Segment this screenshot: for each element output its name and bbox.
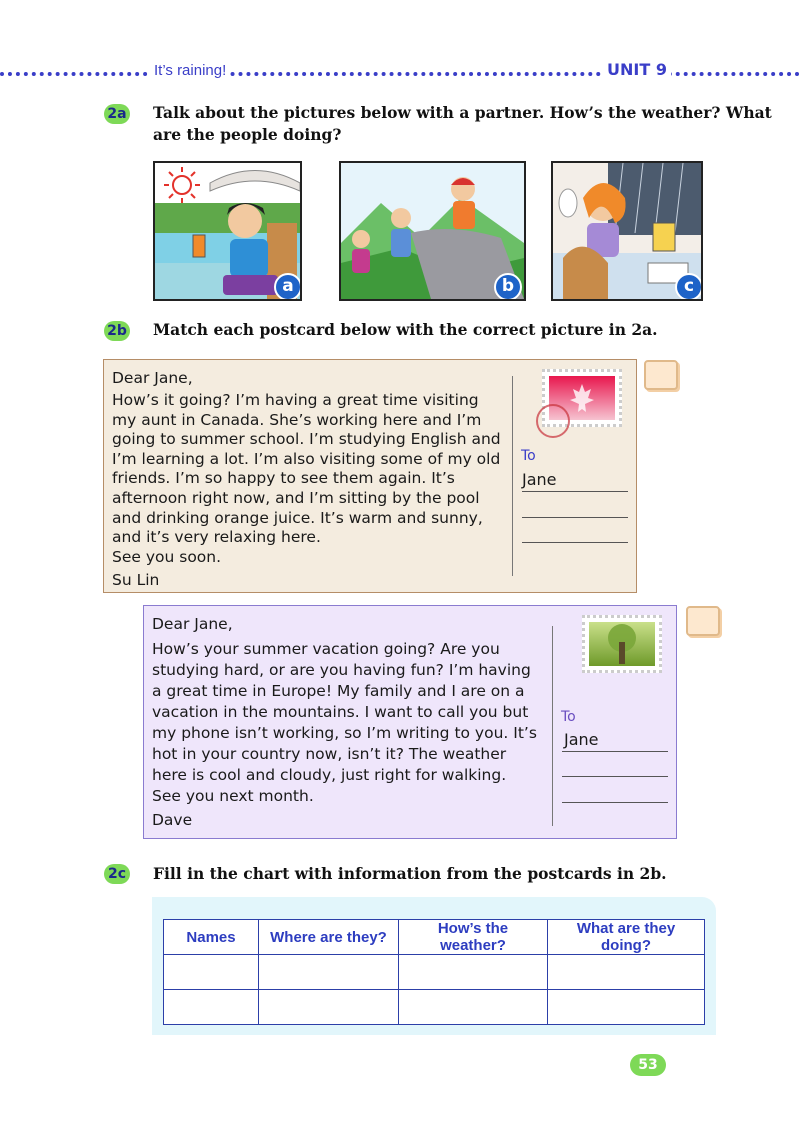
postcard-2-body — [152, 639, 552, 807]
postcard-line: vacation in the mountains. I want to call you but — [152, 703, 529, 721]
postcard-line: going to summer school. I’m studying English and — [112, 430, 501, 449]
address-line — [562, 776, 668, 777]
postcard-1-recipient: Jane — [522, 470, 557, 489]
postcard-line: my phone isn’t working, so I’m writing to you. It’s — [152, 724, 537, 742]
postcard-line: See you next month. — [152, 787, 314, 805]
postcard-1-answer-box[interactable] — [644, 360, 678, 390]
postcard-1-greeting: Dear Jane, — [112, 369, 193, 387]
picture-label-c: c — [675, 273, 703, 301]
table-cell[interactable] — [259, 955, 399, 990]
address-line — [522, 542, 628, 543]
column-header-doing: What are they doing? — [548, 920, 705, 955]
postcard-line: friends. I’m so happy to see them again. It’s — [112, 469, 455, 488]
info-chart-table — [163, 919, 705, 1025]
table-cell[interactable] — [259, 990, 399, 1025]
table-cell[interactable] — [164, 955, 259, 990]
unit-label: UNIT 9 — [603, 60, 671, 79]
postcard-2-divider — [552, 626, 553, 826]
postcard-1-divider — [512, 376, 513, 576]
postcard-line: my aunt in Canada. She’s working here and I’m — [112, 410, 482, 429]
postcard-line: studying hard, or are you having fun? I’m having — [152, 661, 531, 679]
postcard-2-greeting: Dear Jane, — [152, 615, 233, 633]
postcard-line: I’m learning a lot. I’m also visiting some of my old — [112, 449, 501, 468]
section-badge-2b: 2b — [104, 321, 130, 341]
table-cell[interactable] — [399, 955, 548, 990]
lesson-title: It’s raining! — [150, 62, 230, 79]
postcard-line: here is cool and cloudy, just right for walking. — [152, 766, 507, 784]
page-number: 53 — [630, 1054, 666, 1076]
address-line — [562, 751, 668, 752]
postcard-line: How’s your summer vacation going? Are you — [152, 640, 500, 658]
picture-label-b: b — [494, 273, 522, 301]
postcard-line: afternoon right now, and I’m sitting by the pool — [112, 488, 480, 507]
table-cell[interactable] — [548, 990, 705, 1025]
address-line — [522, 517, 628, 518]
address-line — [522, 491, 628, 492]
postcard-line: How’s it going? I’m having a great time visiting — [112, 391, 479, 409]
picture-a — [153, 161, 302, 301]
header-dotted-rule — [0, 72, 800, 76]
column-header-names: Names — [164, 920, 259, 955]
postmark-icon — [536, 404, 570, 438]
table-header-row — [164, 920, 705, 955]
postcard-2 — [143, 605, 677, 839]
column-header-weather: How’s the weather? — [399, 920, 548, 955]
postcard-1-to-label: To — [521, 448, 536, 464]
postcard-2-signature: Dave — [152, 811, 193, 829]
table-cell[interactable] — [164, 990, 259, 1025]
postcard-line: and it’s very relaxing here. — [112, 528, 321, 547]
picture-label-a: a — [274, 273, 302, 301]
instruction-2b: Match each postcard below with the correct picture in 2a. — [153, 320, 658, 339]
tree-stamp-icon — [582, 615, 662, 673]
section-badge-2a: 2a — [104, 104, 130, 124]
instruction-2a-line2: are the people doing? — [153, 125, 342, 144]
picture-b — [339, 161, 526, 301]
postcard-1 — [103, 359, 637, 593]
postcard-2-answer-box[interactable] — [686, 606, 720, 636]
postcard-line: hot in your country now, isn’t it? The weather — [152, 745, 507, 763]
instruction-2a-line1: Talk about the pictures below with a partner. How’s the weather? What — [153, 103, 772, 122]
table-row — [164, 955, 705, 990]
table-cell[interactable] — [399, 990, 548, 1025]
picture-c — [551, 161, 703, 301]
postcard-1-signature: Su Lin — [112, 571, 160, 589]
postcard-2-to-label: To — [561, 709, 576, 725]
postcard-2-recipient: Jane — [564, 730, 599, 749]
instruction-2c: Fill in the chart with information from the postcards in 2b. — [153, 864, 667, 883]
table-row — [164, 990, 705, 1025]
column-header-where: Where are they? — [259, 920, 399, 955]
postcard-line: See you soon. — [112, 547, 222, 566]
postcard-1-body — [112, 391, 512, 567]
table-cell[interactable] — [548, 955, 705, 990]
postcard-line: a great time in Europe! My family and I are on a — [152, 682, 525, 700]
postcard-line: and drinking orange juice. It’s warm and sunny, — [112, 508, 483, 527]
instruction-2a — [153, 102, 773, 146]
section-badge-2c: 2c — [104, 864, 130, 884]
address-line — [562, 802, 668, 803]
